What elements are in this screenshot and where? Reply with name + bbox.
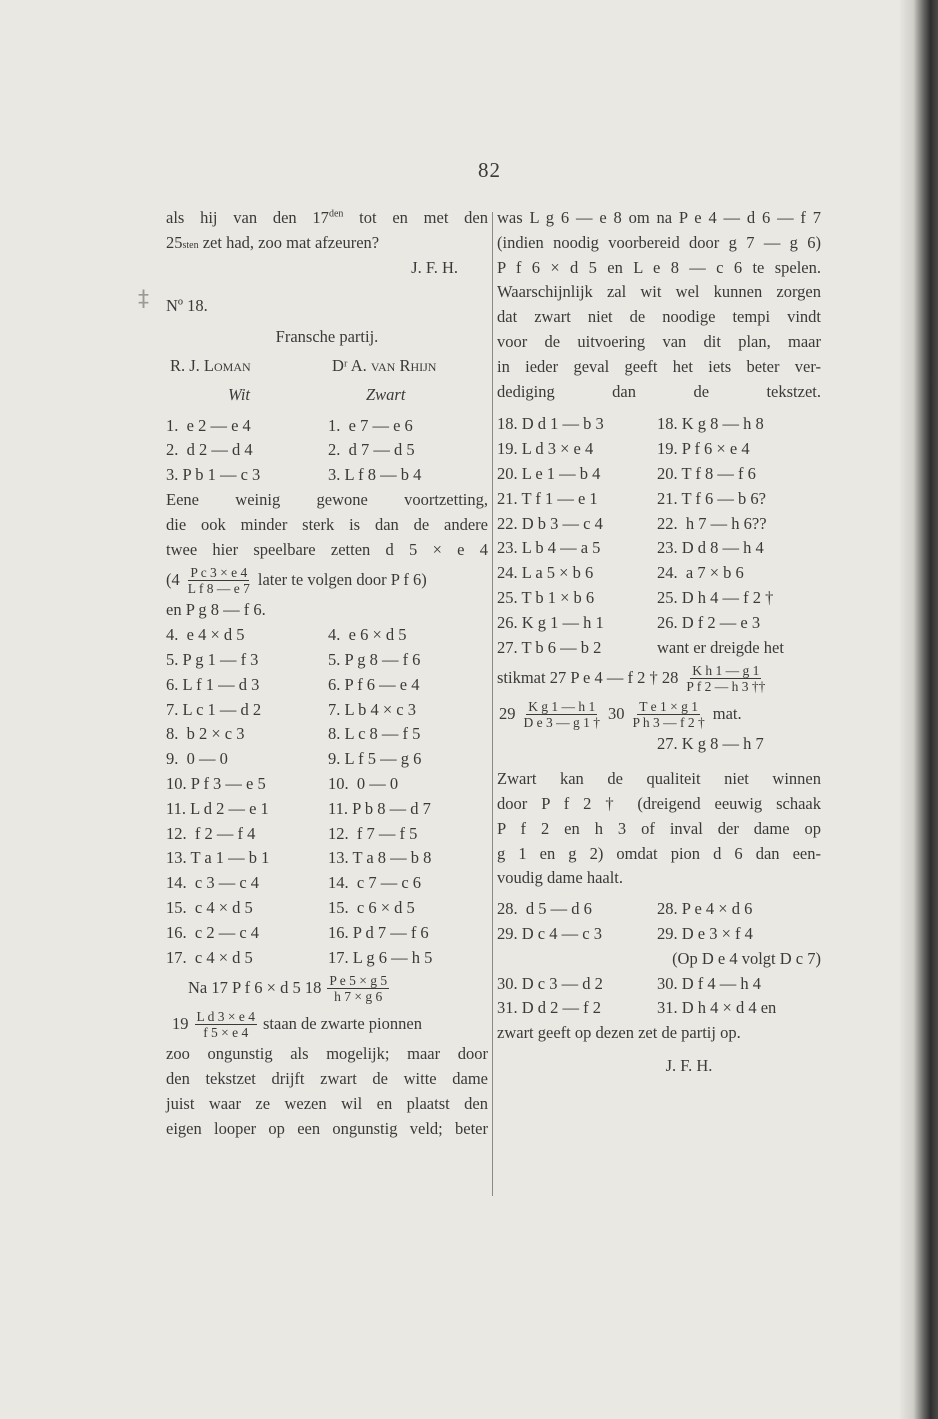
move-row (497, 437, 821, 462)
black-move: 25. D h 4 — f 2 † (657, 587, 774, 607)
column-divider (492, 212, 493, 1196)
move-row (497, 462, 821, 487)
black-move: 1. e 7 — e 6 (328, 415, 413, 435)
text-line: eigen looper op een ongunstig veld; beter (166, 1118, 488, 1138)
black-move: 2. d 7 — d 5 (328, 440, 415, 460)
note-variation: (Op D e 4 volgt D c 7) (672, 948, 821, 968)
white-move: 8. b 2 × c 3 (166, 724, 245, 744)
moves-4-17 (166, 623, 488, 970)
move-row (166, 772, 488, 797)
text-line: dat zwart niet de noodige tempi vindt (497, 307, 821, 327)
page-number: 82 (478, 158, 501, 182)
move-row (497, 561, 821, 586)
black-move: 19. P f 6 × e 4 (657, 439, 750, 459)
move-row (497, 611, 821, 636)
move-row (497, 996, 821, 1021)
black-move: 21. T f 6 — b 6? (657, 488, 766, 508)
white-move: 21. T f 1 — e 1 (497, 488, 598, 508)
move-row (166, 673, 488, 698)
white-player: R. J. Loman (170, 355, 251, 375)
black-move: 28. P e 4 × d 6 (657, 899, 753, 919)
black-move: 14. c 7 — c 6 (328, 873, 422, 893)
commentary-1-end: en P g 8 — f 6. (166, 600, 266, 620)
white-move: 4. e 4 × d 5 (166, 625, 245, 645)
moves-18-27 (497, 412, 821, 660)
moves-30-31 (497, 972, 821, 1022)
game-number: Nº 18. (166, 296, 208, 316)
variation-fraction: $\frac{\text{L d 3 × e 4}}{f 5 \times e 4}$ (196, 1008, 255, 1040)
white-move: 22. D b 3 — c 4 (497, 513, 603, 533)
black-move: 30. D f 4 — h 4 (657, 973, 762, 993)
black-move: 15. c 6 × d 5 (328, 897, 415, 917)
text-line: Zwart kan de qualiteit niet winnen (497, 769, 821, 789)
move-row (166, 463, 488, 488)
move-row (166, 946, 488, 971)
white-move: 29. D c 4 — c 3 (497, 923, 602, 943)
move-row (166, 822, 488, 847)
black-move: 10. 0 — 0 (328, 773, 399, 793)
intro-line-1: als hij van den $17^{den}$ tot en met den (166, 208, 488, 227)
move-row (166, 896, 488, 921)
commentary-1 (166, 488, 488, 562)
black-move: 4. e 6 × d 5 (328, 625, 407, 645)
text-line: juist waar ze wezen wil en plaatst den (166, 1093, 488, 1113)
text-line: dediging dan de tekstzet. (497, 381, 821, 401)
white-move: 6. L f 1 — d 3 (166, 674, 260, 694)
white-move: 17. c 4 × d 5 (166, 947, 253, 967)
final-remark: zwart geeft op dezen zet de partij op. (497, 1023, 741, 1043)
text-line: Waarschijnlijk zal wit wel kunnen zorgen (497, 282, 821, 302)
opening-name: Fransche partij. (275, 327, 379, 347)
color-labels (166, 383, 488, 408)
black-move: 5. P g 8 — f 6 (328, 649, 421, 669)
text-line: voor de uitvoering van dit plan, maar (497, 331, 821, 351)
white-move: 27. T b 6 — b 2 (497, 637, 602, 657)
move-row (166, 797, 488, 822)
black-move: 12. f 7 — f 5 (328, 823, 418, 843)
black-move: 17. L g 6 — h 5 (328, 947, 433, 967)
white-move: 20. L e 1 — b 4 (497, 463, 601, 483)
commentary-4-end: voudig dame haalt. (497, 868, 624, 888)
left-column (166, 206, 488, 1142)
black-move: 11. P b 8 — d 7 (328, 798, 431, 818)
move-row (497, 412, 821, 437)
black-player: Dʳ A. van Rhijn (332, 355, 437, 375)
variation-fraction: $\frac{\text{P e 5 × g 5}}{h 7 \times g 6}$ (329, 972, 388, 1004)
white-move: 9. 0 — 0 (166, 749, 228, 769)
white-move: 13. T a 1 — b 1 (166, 848, 270, 868)
variation-fraction: $\frac{\text{K g 1 — h 1}}{\text{D e 3 — g 1 †}}$ (523, 698, 600, 730)
white-move: 5. P g 1 — f 3 (166, 649, 259, 669)
move-row (166, 648, 488, 673)
move-row (497, 487, 821, 512)
black-move: 8. L c 8 — f 5 (328, 724, 421, 744)
white-move: 15. c 4 × d 5 (166, 897, 253, 917)
black-move: 26. D f 2 — e 3 (657, 612, 761, 632)
text-line: twee hier speelbare zetten d 5 × e 4 (166, 539, 488, 559)
text-line: den tekstzet drijft zwart de witte dame (166, 1069, 488, 1089)
variation-fraction: $\frac{\text{T e 1 × g 1}}{\text{P h 3 — f 2 †}}$ (632, 698, 705, 730)
white-move: 18. D d 1 — b 3 (497, 414, 604, 434)
black-move: 20. T f 8 — f 6 (657, 463, 756, 483)
fraction-line-5: 29 $\frac{\text{K g 1 — h 1}}{\text{D e 3 — g 1 †}}$ 30 $\frac{\text{T e 1 × g 1}}{\text{P h 3 — f 2 †}}$ mat. (499, 698, 742, 730)
black-move: 7. L b 4 × c 3 (328, 699, 416, 719)
variation-fraction: $\frac{\text{K h 1 — g 1}}{\text{P f 2 — h 3 ††}}$ (686, 662, 766, 694)
text-line: in ieder geval geeft het iets beter ver- (497, 356, 821, 376)
text-line: P f 6 × d 5 en L e 8 — c 6 te spelen. (497, 257, 821, 277)
black-move: 16. P d 7 — f 6 (328, 922, 429, 942)
white-move: 31. D d 2 — f 2 (497, 998, 602, 1018)
fraction-line-2: Na 17 P f 6 × d 5 18 $\frac{\text{P e 5 × g 5}}{h 7 \times g 6}$ (188, 972, 388, 1004)
move-row (497, 512, 821, 537)
move-row (497, 536, 821, 561)
commentary-2 (166, 1042, 488, 1141)
move-row (166, 747, 488, 772)
pencil-margin-mark: ‡ (138, 287, 149, 312)
variation-fraction: $\frac{\text{P c 3 × e 4}}{\text{L f 8 — e 7}}$ (187, 564, 250, 596)
white-move: 3. P b 1 — c 3 (166, 465, 261, 485)
black-move: 9. L f 5 — g 6 (328, 749, 422, 769)
white-move: 16. c 2 — c 4 (166, 922, 260, 942)
black-move: 13. T a 8 — b 8 (328, 848, 432, 868)
white-move: 24. L a 5 × b 6 (497, 563, 594, 583)
white-move: 1. e 2 — e 4 (166, 415, 251, 435)
right-column (497, 206, 821, 1079)
signature-2: J. F. H. (665, 1055, 713, 1075)
white-move: 12. f 2 — f 4 (166, 823, 256, 843)
move-row (166, 438, 488, 463)
move-row (166, 414, 488, 439)
text-line: (indien noodig voorbereid door g 7 — g 6) (497, 232, 821, 252)
signature: J. F. H. (411, 257, 458, 277)
move-row (166, 846, 488, 871)
black-move: 3. L f 8 — b 4 (328, 465, 422, 485)
commentary-4 (497, 767, 821, 866)
black-move: 22. h 7 — h 6?? (657, 513, 767, 533)
intro-line-2: 25 sten zet had, zoo mat afzeuren? (166, 232, 380, 252)
white-move: 25. T b 1 × b 6 (497, 587, 595, 607)
black-move: 6. P f 6 — e 4 (328, 674, 420, 694)
move-row (497, 897, 821, 922)
text-line: zoo ongunstig als mogelijk; maar door (166, 1044, 488, 1064)
move-row (497, 586, 821, 611)
white-move: 14. c 3 — c 4 (166, 873, 260, 893)
black-move: 29. D e 3 × f 4 (657, 923, 753, 943)
white-move: 10. P f 3 — e 5 (166, 773, 266, 793)
move-row (497, 922, 821, 947)
black-move: 31. D h 4 × d 4 en (657, 998, 777, 1018)
white-move: 30. D c 3 — d 2 (497, 973, 603, 993)
text-line: P f 2 en h 3 of inval der dame op (497, 818, 821, 838)
white-move: 23. L b 4 — a 5 (497, 538, 601, 558)
moves-1-3 (166, 414, 488, 488)
commentary-3 (497, 206, 821, 404)
text-line: g 1 en g 2) omdat pion d 6 dan een- (497, 843, 821, 863)
move-row (166, 698, 488, 723)
black-move: 23. D d 8 — h 4 (657, 538, 764, 558)
move-row (166, 921, 488, 946)
white-move: 7. L c 1 — d 2 (166, 699, 262, 719)
text-line: was L g 6 — e 8 om na P e 4 — d 6 — f 7 (497, 208, 821, 227)
white-move: 11. L d 2 — e 1 (166, 798, 269, 818)
fraction-line-3: 19 $\frac{\text{L d 3 × e 4}}{f 5 \times e 4}$ staan de zwarte pionnen (172, 1008, 422, 1040)
fraction-line-1: (4 $\frac{\text{P c 3 × e 4}}{\text{L f 8 — e 7}}$ later te volgen door P f 6) (166, 564, 427, 596)
fraction-line-4: stikmat 27 P e 4 — f 2 † 28 $\frac{\text{K h 1 — g 1}}{\text{P f 2 — h 3 ††}}$ (497, 662, 766, 694)
white-move: 19. L d 3 × e 4 (497, 439, 594, 459)
white-label: Wit (228, 384, 251, 404)
white-move: 28. d 5 — d 6 (497, 899, 592, 919)
text-line: door P f 2 † (dreigend eeuwig schaak (497, 793, 821, 813)
move-row (166, 623, 488, 648)
black-move: 24. a 7 × b 6 (657, 563, 744, 583)
white-move: 2. d 2 — d 4 (166, 440, 253, 460)
move-row (166, 871, 488, 896)
players (166, 354, 488, 379)
move-row (497, 972, 821, 997)
move-row (166, 722, 488, 747)
black-label: Zwart (366, 384, 406, 404)
page-edge-shadow (900, 0, 938, 1419)
white-move: 26. K g 1 — h 1 (497, 612, 604, 632)
text-line: die ook minder sterk is dan de andere (166, 514, 488, 534)
text-line: Eene weinig gewone voortzetting, (166, 489, 488, 509)
black-move: 18. K g 8 — h 8 (657, 414, 764, 434)
moves-28-29 (497, 897, 821, 947)
move-row (497, 636, 821, 661)
black-move: want er dreigde het (657, 637, 784, 657)
move-27-black: 27. K g 8 — h 7 (657, 734, 764, 754)
